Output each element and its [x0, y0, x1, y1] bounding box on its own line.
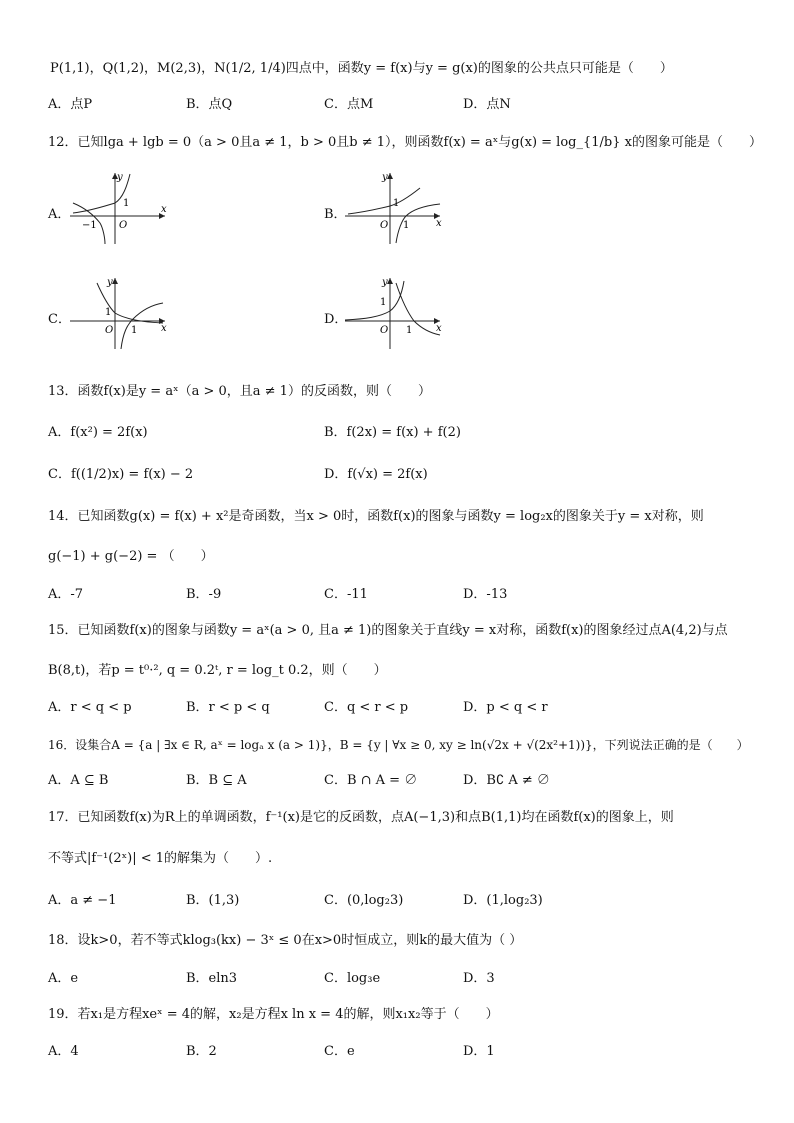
axis-label-x: x — [436, 218, 442, 229]
q12-option-c: C． — [48, 312, 71, 327]
q12-graph-c — [65, 273, 175, 353]
axis-label-y: y — [117, 172, 123, 183]
q17-option-c: C．(0,log₂3) — [324, 893, 404, 908]
q12-graph-b — [340, 168, 450, 248]
q14-option-c: C．-11 — [324, 587, 368, 602]
q17-option-d: D．(1,log₂3) — [463, 893, 543, 908]
q19-option-c: C．e — [324, 1044, 355, 1059]
q14-option-d: D．-13 — [463, 587, 508, 602]
q13-option-a: A．f(x²) = 2f(x) — [48, 425, 148, 440]
tick-label-one: 1 — [403, 220, 410, 231]
q16-option-a: A．A ⊆ B — [48, 773, 109, 788]
q12-option-a: A． — [48, 207, 71, 222]
q18-stem: 18．设k>0，若不等式klog₃(kx) − 3ˣ ≤ 0在x>0时恒成立，则k的最大值为（ ） — [48, 933, 523, 948]
tick-label-one: 1 — [406, 325, 413, 336]
q13-option-b: B．f(2x) = f(x) + f(2) — [324, 425, 461, 440]
tick-label-one: 1 — [393, 198, 400, 209]
q12-graph-a — [65, 168, 175, 248]
q17-option-b: B．(1,3) — [186, 893, 240, 908]
q13-option-d: D．f(√x) = 2f(x) — [324, 467, 428, 482]
axis-label-y: y — [382, 277, 388, 288]
origin-label: O — [380, 325, 389, 336]
q17-option-a: A．a ≠ −1 — [48, 893, 117, 908]
q12-graph-d — [340, 273, 450, 353]
q11-stem: P(1,1)，Q(1,2)，M(2,3)，N(1/2, 1/4)四点中，函数y = f(x)与y = g(x)的图象的公共点只可能是（ ） — [50, 61, 673, 76]
axis-label-x: x — [161, 323, 167, 334]
q12-stem: 12．已知lga + lgb = 0（a > 0且a ≠ 1，b > 0且b ≠ 1），则函数f(x) = aˣ与g(x) = log_{1/b} x的图象可能是（ ） — [48, 135, 762, 150]
q15-stem-line1: 15．已知函数f(x)的图象与函数y = aˣ(a > 0, 且a ≠ 1)的图象关于直线y = x对称，函数f(x)的图象经过点A(4,2)与点 — [48, 623, 728, 638]
q16-stem: 16．设集合A = {a | ∃x ∈ R, aˣ = logₐ x (a > 1)}，B = {y | ∀x ≥ 0, xy ≥ ln(√2x + √(2x²+1))}，下列说法正确的是（ ） — [48, 738, 749, 752]
q18-option-d: D．3 — [463, 971, 495, 986]
q15-option-a: A．r < q < p — [48, 700, 132, 715]
q15-option-b: B．r < p < q — [186, 700, 270, 715]
q12-option-b: B． — [324, 207, 347, 222]
tick-label-one: 1 — [131, 325, 138, 336]
q19-option-b: B．2 — [186, 1044, 217, 1059]
q14-option-b: B．-9 — [186, 587, 222, 602]
q18-option-a: A．e — [48, 971, 79, 986]
q11-option-a: A．点P — [48, 97, 93, 112]
q19-stem: 19．若x₁是方程xeˣ = 4的解，x₂是方程x ln x = 4的解，则x₁x₂等于（ ） — [48, 1007, 499, 1022]
q15-stem-line2: B(8,t)，若p = t⁰·², q = 0.2ᵗ, r = log_t 0.2，则（ ） — [48, 663, 387, 678]
axis-label-x: x — [436, 323, 442, 334]
origin-label: O — [105, 325, 114, 336]
q13-option-c: C．f((1/2)x) = f(x) − 2 — [48, 467, 194, 482]
q14-option-a: A．-7 — [48, 587, 84, 602]
q19-option-d: D．1 — [463, 1044, 495, 1059]
q14-stem-line1: 14．已知函数g(x) = f(x) + x²是奇函数，当x > 0时，函数f(x)的图象与函数y = log₂x的图象关于y = x对称，则 — [48, 509, 704, 524]
q11-option-b: B．点Q — [186, 97, 233, 112]
axis-label-x: x — [161, 204, 167, 215]
q15-option-d: D．p < q < r — [463, 700, 548, 715]
axis-label-y: y — [382, 172, 388, 183]
tick-label-neg-one: −1 — [82, 220, 97, 231]
origin-label: O — [380, 220, 389, 231]
q14-stem-line2: g(−1) + g(−2) = （ ） — [48, 549, 214, 564]
q12-option-d: D． — [324, 312, 348, 327]
q17-stem-line2: 不等式|f⁻¹(2ˣ)| < 1的解集为（ ）. — [48, 851, 273, 866]
tick-label-one: 1 — [105, 307, 112, 318]
q11-option-c: C．点M — [324, 97, 374, 112]
q16-option-c: C．B ∩ A = ∅ — [324, 773, 418, 788]
q16-option-b: B．B ⊆ A — [186, 773, 247, 788]
q19-option-a: A．4 — [48, 1044, 79, 1059]
q16-option-d: D．B∁ A ≠ ∅ — [463, 773, 550, 788]
q18-option-b: B．eln3 — [186, 971, 238, 986]
tick-label-one: 1 — [380, 297, 387, 308]
tick-label-one: 1 — [123, 198, 130, 209]
q18-option-c: C．log₃e — [324, 971, 381, 986]
q15-option-c: C．q < r < p — [324, 700, 409, 715]
q17-stem-line1: 17．已知函数f(x)为R上的单调函数，f⁻¹(x)是它的反函数，点A(−1,3)和点B(1,1)均在函数f(x)的图象上，则 — [48, 810, 674, 825]
q13-stem: 13．函数f(x)是y = aˣ（a > 0，且a ≠ 1）的反函数，则（ ） — [48, 384, 431, 399]
origin-label: O — [119, 220, 128, 231]
axis-label-y: y — [107, 277, 113, 288]
q11-option-d: D．点N — [463, 97, 511, 112]
